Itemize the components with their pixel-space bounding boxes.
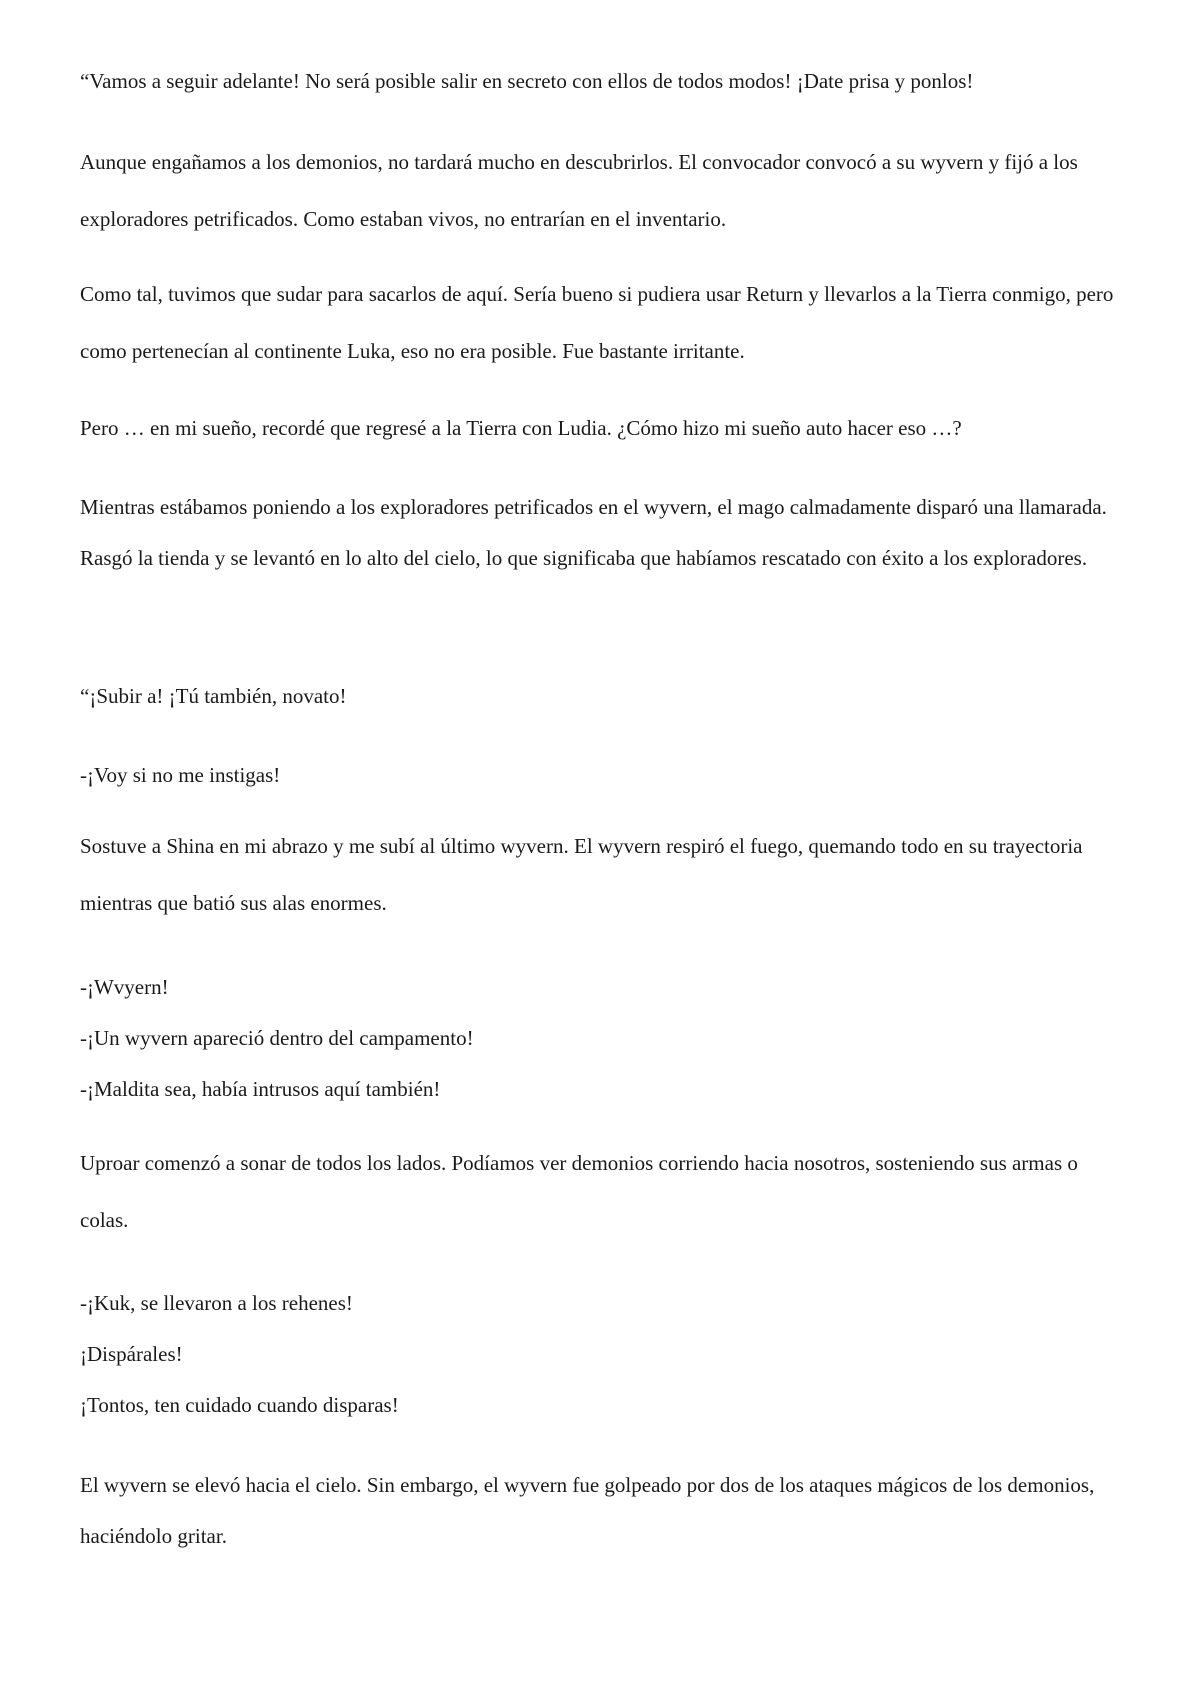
- paragraph-6: “¡Subir a! ¡Tú también, novato!: [80, 684, 347, 708]
- paragraph-9: Uproar comenzó a sonar de todos los lados. Podíamos ver demonios corriendo hacia nosotros, sosteniendo sus armas o colas.: [80, 1151, 1078, 1232]
- dialogue-line-6: ¡Tontos, ten cuidado cuando disparas!: [80, 1393, 399, 1417]
- paragraph-7: -¡Voy si no me instigas!: [80, 763, 281, 787]
- paragraph-3: Como tal, tuvimos que sudar para sacarlos de aquí. Sería bueno si pudiera usar Return y llevarlos a la Tierra conmigo, pero como pertenecían al continente Luka, eso no era posible. Fue bastante irritante.: [80, 282, 1114, 363]
- paragraph-5: Mientras estábamos poniendo a los exploradores petrificados en el wyvern, el mago calmadamente disparó una llamarada. Rasgó la tienda y se levantó en lo alto del cielo, lo que significaba que habíamos rescatado con éxito a los exploradores.: [80, 495, 1107, 570]
- paragraph-1: “Vamos a seguir adelante! No será posible salir en secreto con ellos de todos modos! ¡Date prisa y ponlos!: [80, 69, 974, 93]
- paragraph-4: Pero … en mi sueño, recordé que regresé a la Tierra con Ludia. ¿Cómo hizo mi sueño auto hacer eso …?: [80, 416, 962, 440]
- dialogue-line-4: -¡Kuk, se llevaron a los rehenes!: [80, 1291, 353, 1315]
- dialogue-line-5: ¡Dispárales!: [80, 1342, 183, 1366]
- dialogue-line-2: -¡Un wyvern apareció dentro del campamento!: [80, 1026, 474, 1050]
- paragraph-10: El wyvern se elevó hacia el cielo. Sin embargo, el wyvern fue golpeado por dos de los ataques mágicos de los demonios, haciéndolo gritar.: [80, 1473, 1095, 1548]
- dialogue-line-3: -¡Maldita sea, había intrusos aquí también!: [80, 1077, 441, 1101]
- dialogue-line-1: -¡Wvyern!: [80, 975, 169, 999]
- paragraph-8: Sostuve a Shina en mi abrazo y me subí al último wyvern. El wyvern respiró el fuego, quemando todo en su trayectoria mientras que batió sus alas enormes.: [80, 834, 1083, 915]
- paragraph-2: Aunque engañamos a los demonios, no tardará mucho en descubrirlos. El convocador convocó a su wyvern y fijó a los exploradores petrificados. Como estaban vivos, no entrarían en el inventario.: [80, 150, 1078, 231]
